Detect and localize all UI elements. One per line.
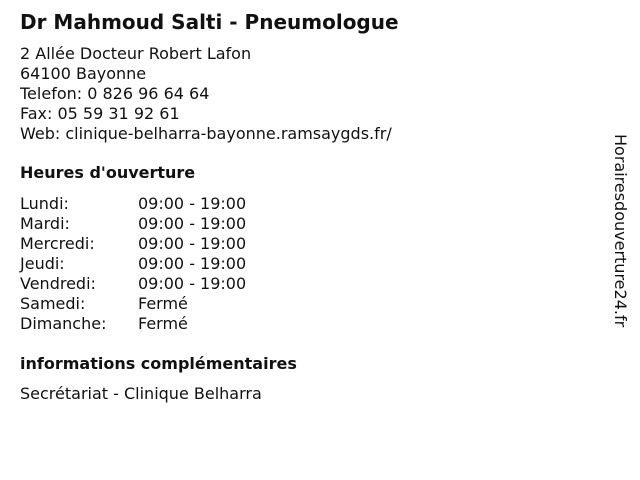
phone-number: Telefon: 0 826 96 64 64: [20, 84, 210, 103]
day-label: Vendredi:: [20, 274, 96, 293]
day-label: Lundi:: [20, 194, 69, 213]
hours-row-monday: [20, 194, 246, 214]
hours-row-sunday: [20, 314, 246, 334]
hours-row-wednesday: [20, 234, 246, 254]
time-value: 09:00 - 19:00: [138, 274, 247, 293]
day-label: Jeudi:: [20, 254, 65, 273]
time-value: 09:00 - 19:00: [138, 234, 247, 253]
day-label: Mercredi:: [20, 234, 95, 253]
info-text: Secrétariat - Clinique Belharra: [20, 384, 262, 403]
hours-heading: Heures d'ouverture: [20, 163, 196, 182]
website: Web: clinique-belharra-bayonne.ramsaygds.fr/: [20, 124, 392, 143]
hours-row-friday: [20, 274, 246, 294]
day-label: Dimanche:: [20, 314, 107, 333]
time-value: Fermé: [138, 294, 188, 313]
hours-row-saturday: [20, 294, 246, 314]
time-value: 09:00 - 19:00: [138, 214, 247, 233]
time-value: 09:00 - 19:00: [138, 194, 247, 213]
hours-row-thursday: [20, 254, 246, 274]
hours-row-tuesday: [20, 214, 246, 234]
city: 64100 Bayonne: [20, 64, 147, 83]
page-title: Dr Mahmoud Salti - Pneumologue: [20, 10, 399, 34]
site-watermark: Horairesdouverture24.fr: [611, 134, 630, 328]
hours-list: [20, 194, 246, 334]
time-value: Fermé: [138, 314, 188, 333]
time-value: 09:00 - 19:00: [138, 254, 247, 273]
fax-number: Fax: 05 59 31 92 61: [20, 104, 180, 123]
address-block: [20, 44, 392, 144]
day-label: Samedi:: [20, 294, 86, 313]
street-address: 2 Allée Docteur Robert Lafon: [20, 44, 252, 63]
day-label: Mardi:: [20, 214, 70, 233]
info-heading: informations complémentaires: [20, 354, 297, 373]
